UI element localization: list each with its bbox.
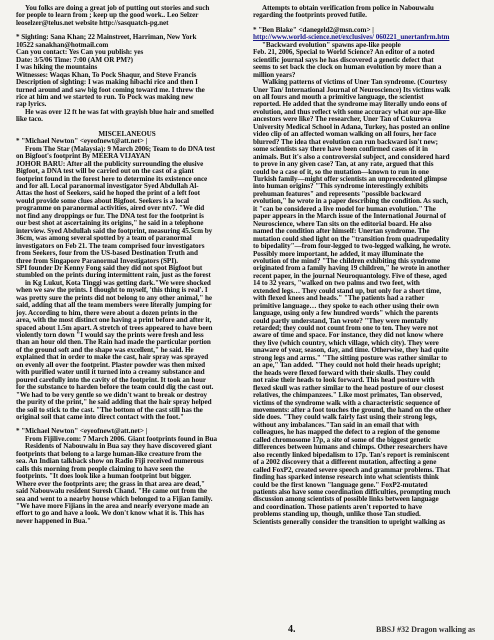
text-line: Where ever the footprints are; the grass in that area are dead," xyxy=(16,479,205,488)
text-line: "We had to be very gentle so we didn't want to break or destroy xyxy=(16,390,208,399)
text-line: Uner Tan/ International Journal of Neuroscience) Its victims walk xyxy=(253,85,451,94)
text-line: area, with the most distinct one having a print before and after it, xyxy=(16,316,212,325)
text-line: Neuroscience, where Tan sits on the editorial board. He also xyxy=(253,219,432,228)
text-line: like taco. xyxy=(16,115,43,124)
text-line: and coordination. Those patients aren't reported to have xyxy=(253,502,422,511)
text-line: Feb. 21, 2006, Special to World Science? An editor of a noted xyxy=(253,48,435,57)
text-line: prehuman features" and represents "possible backward xyxy=(253,189,422,198)
story3-body xyxy=(253,42,479,526)
text-line: I was hiking the mountains xyxy=(16,63,98,72)
text-line: SPI founder Dr Kenny Fong said they did not spot Bigfoot but xyxy=(16,263,203,272)
text-line: on Bigfoot's footprint By MEERA VIJAYAN xyxy=(16,152,151,161)
text-line: evolution, and thus reflect with some accuracy what our ape-like xyxy=(253,107,446,116)
text-line: From The Star (Malaysia): 9 March 2006; Team to do DNA test xyxy=(25,144,215,153)
text-line: million years? xyxy=(253,70,296,79)
text-line: animals. But it's also a controversial subject, and considered hard xyxy=(253,152,450,161)
text-line: 10522 sanakhan@hotmail.com xyxy=(16,40,109,49)
text-line: Possibly more important, he added, it may illuminate the xyxy=(253,249,424,258)
right-column xyxy=(253,5,479,617)
text-line: He was over 12 ft he was fat with grayish blue hair and smelled xyxy=(25,107,214,116)
text-line: not raise their heads to look forward. This head posture with xyxy=(253,376,435,385)
text-line: patients also have some coordination difficulties, prompting much xyxy=(253,488,451,496)
text-line: with purified water until it turned into a creamy substance and xyxy=(16,368,205,377)
text-line: to prove in any given case? Tan, at any rate, argued that this xyxy=(253,160,434,169)
text-line: named the condition after himself: Unertan syndrome. The xyxy=(253,227,430,236)
text-line: of the ground soft and the shape was excellent," he said. He xyxy=(16,345,194,354)
text-line: the purity of the print," he said adding that the hair spray helped xyxy=(16,398,212,407)
text-line: language, using only a few hundred words" which the parents xyxy=(253,309,439,318)
text-line: recent paper, in the journal Neuroquantology. Five of these, aged xyxy=(253,271,447,280)
text-line: not find any droppings or fur. The DNA test for the footprint is xyxy=(16,211,204,220)
text-line: could partly understand, Tan wrote? "They were mentally xyxy=(253,316,428,325)
text-line: into human origins? "This syndrome interestingly exhibits xyxy=(253,182,429,191)
text-line: on all fours and mouth a primitive language, the scientist xyxy=(253,92,424,101)
text-line: of a 2002 discovery that a different mutation, affecting a gene xyxy=(253,458,437,467)
sighting-report xyxy=(16,34,238,109)
text-line: with flexed knees and heads." "The patients had a rather xyxy=(253,294,425,303)
text-line: investigators on Feb 21. The team comprised four investigators xyxy=(16,241,205,250)
text-line: an ape," Tan added. "They could not hold their heads upright; xyxy=(253,361,441,370)
text-line: our best shot at ascertaining its origins," he said in a telephone xyxy=(16,219,204,228)
text-line: Can you contact: Yes Can you publish: yes xyxy=(16,48,144,57)
text-line: ancestors were like? The researcher, Uner Tan of Cukurova xyxy=(253,115,431,124)
text-line: the soil to stick to the cast. "The bottom of the cast still has the xyxy=(16,405,203,414)
text-line: unaware of year, season, day, and time. Otherwise, they had quite xyxy=(253,346,449,355)
text-line: seems to set back the clock on human evolution by more than a xyxy=(253,63,442,72)
text-line: footprints that belong to a large human-like creature from the xyxy=(16,449,202,458)
text-line: "We have more Fijians in the area and nearly everyone made an xyxy=(16,502,209,510)
text-line: would provide some clues about Bigfoot. Seekers is a local xyxy=(16,196,190,205)
text-line: violently torn down "I would say the prints were fresh and less xyxy=(16,331,204,340)
text-line: Description of sighting: I was making hibachi rice and then I xyxy=(16,78,198,87)
text-line: never happened in Bua." xyxy=(16,516,91,525)
page-number: 4. xyxy=(288,624,296,635)
text-line: stumbled on the prints during intermittent rain, just as the forest xyxy=(16,271,211,280)
text-line: programme on paranormal activities, aired over ntv7. "We did xyxy=(16,204,205,213)
text-line: reported. He added that the syndrome may literally undo eons of xyxy=(253,100,447,109)
text-line: joy. According to him, there were about a dozen prints in the xyxy=(16,308,198,317)
text-line: three from Singapore Paranormal Investigators (SPI). xyxy=(16,256,179,265)
text-line: said Nabouwalu resident Suresh Chand. "He came out from the xyxy=(16,487,208,496)
text-line: Residents of Nabouwalu in Bua say they have discovered giant xyxy=(25,442,212,451)
text-line: colleagues, he has mapped the defect to a region of the genome xyxy=(253,428,440,437)
text-line: strong legs and arms." "The sitting posture was rather similar to xyxy=(253,353,447,362)
text-line: flexed skull was rather similar to the head posture of our closest xyxy=(253,383,444,392)
intro-letter xyxy=(16,5,238,27)
text-line: paper appears in the March issue of the International Journal of xyxy=(253,212,446,221)
text-line: "Backward evolution" spawns ape-like people xyxy=(262,40,401,49)
text-line: rice at him and we started to run. To Pock was making new xyxy=(16,92,194,101)
text-line: it "can be considered a live model for human evolution." The xyxy=(253,204,436,213)
text-line: leoselzer@telus.net website http://sasquatch-pg.net xyxy=(16,18,169,27)
text-line: footprint found in the forest here to determine its existence once xyxy=(16,174,208,183)
text-line: Scientists generally consider the transition to upright walking as xyxy=(253,517,446,526)
text-line: University Medical School in Adana, Turkey, has posted an online xyxy=(253,122,450,131)
text-line: also recently linked bipedalism to 17p. Tan's report is reminiscent xyxy=(253,450,450,459)
story1-body xyxy=(16,146,238,422)
text-line: called chromosome 17p, a site of some of the biggest genetic xyxy=(253,435,431,444)
text-line: effort to go and have a look. We don't know what it is. This has xyxy=(16,509,205,518)
text-line: primitive language… they spoke to each other using their own xyxy=(253,301,439,310)
text-line: was pretty sure the prints did not belong to any other animal," he xyxy=(16,293,213,302)
text-line: Attempts to obtain verification from police in Nabouwalu xyxy=(262,5,434,12)
text-line: Bigfoot, a DNA test will be carried out on the cast of a giant xyxy=(16,167,194,176)
text-line: on evenly all over the footprint. Plaster powder was then mixed xyxy=(16,360,206,369)
text-line: finding has sparked intense research into what scientists think xyxy=(253,473,439,482)
story2-body xyxy=(16,436,238,525)
text-line: could be the first known "language gene." FoxP2-mutated xyxy=(253,480,428,489)
text-line: sea and went to a nearby house which belonged to a Fijian family. xyxy=(16,494,213,503)
footer-tail-text: BBSJ #32 Dragon walking as xyxy=(376,625,476,634)
text-line: discussion among scientists of possible links between language xyxy=(253,495,439,504)
text-line: 36cm, was among several spotted by a team of paranormal xyxy=(16,234,192,243)
section-title-miscellaneous: MISCELANEOUS xyxy=(98,129,156,138)
story3-link-anchor[interactable]: http://www.world-science.net/exclusives/ 060221_unertanfrm.htm xyxy=(253,33,450,42)
text-line: to bipedality"—from four-legged to two-legged walking, he wrote. xyxy=(253,242,451,251)
text-line: in Kg Lukut, Kota Tinggi was getting dark."We were shocked xyxy=(25,278,211,287)
sighting-report-end xyxy=(16,109,238,124)
text-line: evolution of the mind? "The children exhibiting this syndrome xyxy=(253,256,441,265)
text-line: scientific journal says he has discovered a genetic defect that xyxy=(253,55,434,64)
text-line: rap lyrics. xyxy=(16,100,47,109)
text-line: footprints. "It does look like a human footprint but bigger. xyxy=(16,472,192,481)
text-line: JOHOR BARU: After all the publicity surrounding the elusive xyxy=(16,159,204,168)
text-line: side does. "They could walk fairly fast using their strong legs, xyxy=(253,413,437,422)
text-line: for people to learn from ; keep up the good work.. Leo Selzer xyxy=(16,11,199,20)
text-line: spaced about 1.5m apart. A stretch of trees appeared to have been xyxy=(16,323,213,332)
page-footer xyxy=(288,624,478,636)
text-line: originated from a family having 19 children," he wrote in another xyxy=(253,264,450,273)
left-column xyxy=(16,5,238,617)
text-line: From Fijilive.com: 7 March 2006. Giant footprints found in Bua xyxy=(25,434,218,443)
text-line: Attas the host of Seekers, said he hoped the print of a left foot xyxy=(16,189,200,198)
text-line: and for all. Local paranormal investigator Syed Abdullah Al- xyxy=(16,181,199,190)
text-line: regarding the footprints proved futile. xyxy=(253,11,367,20)
text-line: for the substance to harden before the team could dig the cast out. xyxy=(16,383,214,392)
text-line: the heads were flexed forward with their skulls. They could xyxy=(253,368,431,377)
text-line: poured carefully into the cavity of the footprint. It took an hour xyxy=(16,375,207,384)
text-line: video clip of an affected woman walking on all fours, her face xyxy=(253,130,437,139)
story2-header: * "Michael Newton" <eyeofnewt@att.net> | xyxy=(16,427,148,436)
text-line: Witnesses: Waqas Khan, To Pock Shaqur, and Steve Francis xyxy=(16,70,197,79)
text-line: turned around and saw big foot coming toward me. I threw the xyxy=(16,85,205,94)
text-line: Date: 3/5/06 Time: 7:00 (AM OR PM?) xyxy=(16,55,133,64)
text-line: differences between humans and chimps. Other researchers have xyxy=(253,443,448,452)
text-line: Walking patterns of victims of Uner Tan syndrome. (Courtesy xyxy=(262,78,448,87)
text-line: than an hour old then. The Rain had made the particular portion xyxy=(16,338,211,347)
story2-end xyxy=(253,5,479,20)
text-line: mutation could shed light on the "transition from quadrupedality xyxy=(253,234,450,243)
text-line: sea. An Indian talkback show on Radio Fiji received numerous xyxy=(16,457,204,466)
text-line: they live (which country, which village, which city). They were xyxy=(253,338,439,347)
text-line: extended legs… They could stand up, but only for a short time, xyxy=(253,286,442,295)
text-line: retarded; they could not count from one to ten. They were not xyxy=(253,324,438,333)
text-line: movements: after a foot touches the ground, the hand on the other xyxy=(253,406,451,415)
text-line: blurred? The idea that evolution can run backward isn't new; xyxy=(253,137,438,146)
text-line: problems standing up, though, unlike those Tan studied. xyxy=(253,510,421,519)
text-line: victims of the syndrome walk with a characteristic sequence of xyxy=(253,398,440,407)
text-line: evolution," he wrote in a paper describing the condition. As such, xyxy=(253,197,449,206)
text-line: called FoxP2, created severe speech and grammar problems. That xyxy=(253,465,450,474)
text-line: could be a case of it, so the mutation—known to run in one xyxy=(253,167,429,176)
text-line: original soil that came into direct contact with the foot." xyxy=(16,413,184,422)
text-line: some scientists say there have been confirmed cases of it in xyxy=(253,145,428,154)
text-line: without any imbalances."Tan said in an email that with xyxy=(253,420,419,429)
story3-header: * "Ben Blake" <danegeld2@msn.com> | xyxy=(253,25,374,34)
text-line: 14 to 32 years, "walked on two palms and two feet, with xyxy=(253,279,420,288)
text-line: Turkish family—might offer scientists an unprecedented glimpse xyxy=(253,174,447,183)
text-line: aware of time and space. For instance, they did not know where xyxy=(253,331,444,340)
text-line: You folks are doing a great job of putting out stories and such xyxy=(25,5,210,12)
text-line: calls this morning from people claiming to have seen the xyxy=(16,464,184,473)
story1-header: * "Michael Newton" <eyeofnewt@att.net> | xyxy=(16,137,148,146)
text-line: relatives, the chimpanzees." Like most primates, Tan observed, xyxy=(253,391,442,400)
text-line: from Seekers, four from the US-based Destination Truth and xyxy=(16,249,198,258)
text-line: interview. Syed Abdullah said the footprint, measuring 45.5cm by xyxy=(16,226,213,235)
text-line: when we saw the prints. I thought to myself, 'this thing is real'. I xyxy=(16,286,208,295)
text-line: * Sighting: Sana Khan; 22 Mainstreet, Harriman, New York xyxy=(16,33,197,42)
text-line: explained that in order to make the cast, hair spray was sprayed xyxy=(16,353,209,362)
text-line: said, adding that all the team members were literally jumping for xyxy=(16,301,212,310)
